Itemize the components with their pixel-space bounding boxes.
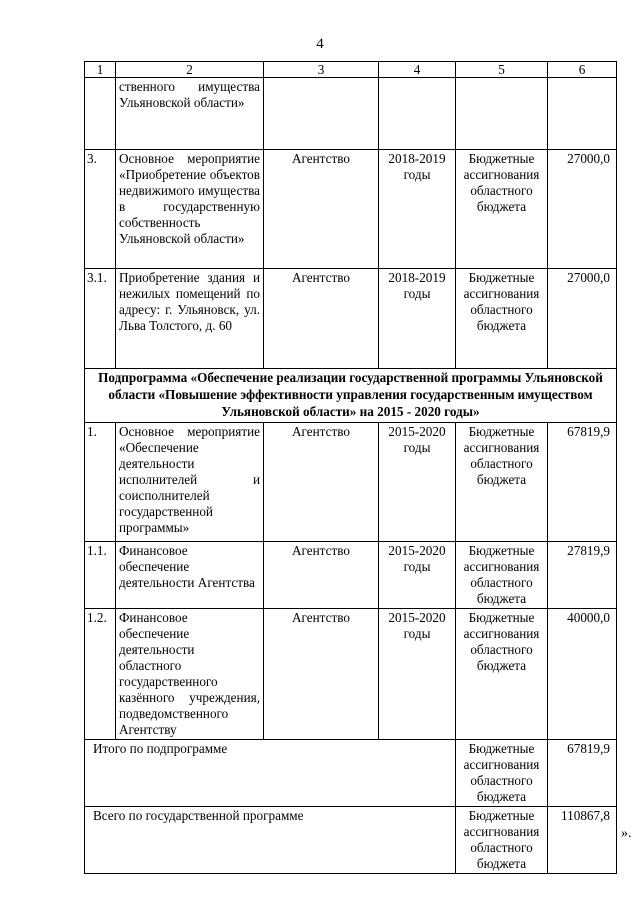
row-source-cell [456, 78, 548, 150]
row-num-cell: 3. [85, 150, 116, 269]
table-header-row [85, 62, 617, 78]
row-exec-cell: Агентство [264, 542, 379, 609]
table-row [85, 150, 617, 269]
total-row [85, 740, 617, 807]
row-exec-cell: Агентство [264, 423, 379, 542]
row-years-cell [379, 78, 456, 150]
grand-total-row [85, 807, 617, 874]
table-row [85, 78, 617, 150]
table-row [85, 609, 617, 740]
row-amount-cell [548, 78, 617, 150]
closing-quote-mark: ». [621, 826, 632, 841]
row-exec-cell: Агентство [264, 150, 379, 269]
row-years-cell: 2015-2020 годы [379, 423, 456, 542]
row-num-cell [85, 78, 116, 150]
row-num-cell: 1.1. [85, 542, 116, 609]
header-cell: 4 [379, 62, 456, 78]
row-text-cell: Приобретение здания и нежилых помещений по адресу: г. Ульяновск, ул. Льва Толстого, д. 60 [116, 269, 264, 369]
row-text-cell: Финансовое обеспечение деятельности областного государственного казённого учреждения, подведомственного Агентству [116, 609, 264, 740]
grand-total-source-cell: Бюджетные ассигнования областного бюджета [456, 807, 548, 874]
row-text-cell: Основное мероприятие «Обеспечение деятельности исполнителей и соисполнителей государственной программы» [116, 423, 264, 542]
program-table [84, 61, 617, 874]
table-row [85, 423, 617, 542]
header-cell: 3 [264, 62, 379, 78]
row-exec-cell: Агентство [264, 269, 379, 369]
row-exec-cell: Агентство [264, 609, 379, 740]
row-years-cell: 2018-2019 годы [379, 269, 456, 369]
header-cell: 6 [548, 62, 617, 78]
header-cell: 2 [116, 62, 264, 78]
subprogram-title-row [85, 369, 617, 423]
row-amount-cell: 67819,9 [548, 423, 617, 542]
row-text-cell: ственного имущества Ульяновской области» [116, 78, 264, 150]
header-cell: 5 [456, 62, 548, 78]
row-source-cell: Бюджетные ассигнования областного бюджета [456, 269, 548, 369]
row-num-cell: 1. [85, 423, 116, 542]
row-years-cell: 2015-2020 годы [379, 542, 456, 609]
table-row [85, 269, 617, 369]
row-amount-cell: 40000,0 [548, 609, 617, 740]
row-source-cell: Бюджетные ассигнования областного бюджета [456, 542, 548, 609]
row-amount-cell: 27000,0 [548, 150, 617, 269]
row-amount-cell: 27819,9 [548, 542, 617, 609]
row-source-cell: Бюджетные ассигнования областного бюджета [456, 150, 548, 269]
total-label: Итого по подпрограмме [85, 740, 456, 807]
row-num-cell: 1.2. [85, 609, 116, 740]
row-years-cell: 2018-2019 годы [379, 150, 456, 269]
row-source-cell: Бюджетные ассигнования областного бюджета [456, 609, 548, 740]
table-row [85, 542, 617, 609]
row-amount-cell: 27000,0 [548, 269, 617, 369]
row-num-cell: 3.1. [85, 269, 116, 369]
total-amount-cell: 67819,9 [548, 740, 617, 807]
row-exec-cell [264, 78, 379, 150]
row-source-cell: Бюджетные ассигнования областного бюджета [456, 423, 548, 542]
row-years-cell: 2015-2020 годы [379, 609, 456, 740]
grand-total-label: Всего по государственной программе [85, 807, 456, 874]
row-text-cell: Основное мероприятие «Приобретение объектов недвижимого имущества в государственную собственность Ульяновской области» [116, 150, 264, 269]
grand-total-amount-cell: 110867,8 [548, 807, 617, 874]
total-source-cell: Бюджетные ассигнования областного бюджета [456, 740, 548, 807]
page-number: 4 [316, 36, 324, 52]
row-text-cell: Финансовое обеспечение деятельности Агентства [116, 542, 264, 609]
header-cell: 1 [85, 62, 116, 78]
subprogram-title: Подпрограмма «Обеспечение реализации государственной программы Ульяновской области «Повышение эффективности управления государственным имуществом Ульяновской области» на 2015 - 2020 годы» [85, 369, 617, 423]
